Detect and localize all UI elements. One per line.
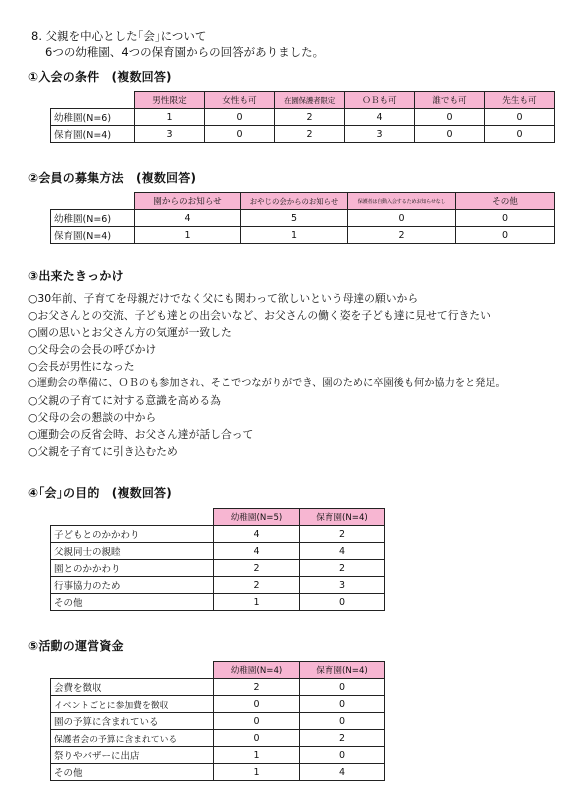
- table-row: [51, 543, 385, 560]
- value-cell: 0: [205, 109, 275, 126]
- value-cell: 3: [135, 126, 205, 143]
- row-label: 幼稚園(N=6): [51, 210, 135, 227]
- row-label: その他: [51, 764, 214, 781]
- list-item: ○お父さんとの交流、子ども達との出会いなど、お父さんの働く姿を子ども達に見せて行きたい: [28, 309, 491, 322]
- table-row: [51, 210, 555, 227]
- header-blank-cell: [51, 509, 214, 526]
- table-row: [51, 679, 385, 696]
- table-header-row: [51, 509, 385, 526]
- header-cell: 保育園(N=4): [300, 662, 385, 679]
- header-cell: 女性も可: [205, 92, 275, 109]
- intro-heading: 8. 父親を中心とした｢会｣について: [31, 29, 207, 43]
- header-cell: おやじの会からのお知らせ: [241, 193, 348, 210]
- header-blank-cell: [51, 662, 214, 679]
- header-cell: 誰でも可: [415, 92, 485, 109]
- membership-conditions-table: [50, 91, 555, 143]
- intro-summary: 6つの幼稚園、4つの保育園からの回答がありました。: [45, 45, 325, 59]
- header-blank-cell: [51, 92, 135, 109]
- value-cell: 0: [485, 126, 555, 143]
- value-cell: 5: [241, 210, 348, 227]
- header-cell: 園からのお知らせ: [135, 193, 241, 210]
- value-cell: 1: [214, 594, 300, 611]
- value-cell: 3: [345, 126, 415, 143]
- value-cell: 4: [300, 764, 385, 781]
- value-cell: 1: [135, 227, 241, 244]
- table-row: [51, 227, 555, 244]
- section-1-title: ①入会の条件 (複数回答): [28, 70, 172, 84]
- list-item: ○父母会の会長の呼びかけ: [28, 343, 157, 356]
- section-3-title: ③出来たきっかけ: [28, 269, 124, 283]
- value-cell: 0: [456, 210, 555, 227]
- row-label: 保育園(N=4): [51, 227, 135, 244]
- value-cell: 3: [300, 577, 385, 594]
- value-cell: 0: [214, 713, 300, 730]
- value-cell: 2: [214, 679, 300, 696]
- list-item: ○父親の子育てに対する意識を高める為: [28, 394, 221, 407]
- value-cell: 4: [214, 526, 300, 543]
- section-5-title: ⑤活動の運営資金: [28, 639, 124, 653]
- recruitment-method-table: [50, 192, 555, 244]
- header-cell: ＯＢも可: [345, 92, 415, 109]
- list-item: ○運動会の準備に、ＯＢのも参加され、そこでつながりができ、園のために卒園後も何か協力をと発足。: [28, 378, 506, 389]
- value-cell: 1: [214, 764, 300, 781]
- header-cell: 在園保護者限定: [275, 92, 345, 109]
- table-row: [51, 109, 555, 126]
- table-row: [51, 126, 555, 143]
- row-label: 園とのかかわり: [51, 560, 214, 577]
- table-row: [51, 577, 385, 594]
- row-label: 祭りやバザーに出店: [51, 747, 214, 764]
- table-row: [51, 747, 385, 764]
- table-row: [51, 730, 385, 747]
- value-cell: 0: [415, 126, 485, 143]
- list-item: ○30年前、子育てを母親だけでなく父にも関わって欲しいという母達の願いから: [28, 292, 419, 305]
- value-cell: 0: [205, 126, 275, 143]
- value-cell: 2: [348, 227, 456, 244]
- value-cell: 0: [348, 210, 456, 227]
- table-row: [51, 696, 385, 713]
- purpose-table: [50, 508, 385, 611]
- value-cell: 2: [275, 109, 345, 126]
- list-item: ○父母の会の懇談の中から: [28, 411, 157, 424]
- value-cell: 0: [300, 747, 385, 764]
- table-header-row: [51, 662, 385, 679]
- list-item: ○会長が男性になった: [28, 360, 135, 373]
- table-row: [51, 526, 385, 543]
- row-label: 幼稚園(N=6): [51, 109, 135, 126]
- value-cell: 2: [214, 577, 300, 594]
- value-cell: 0: [456, 227, 555, 244]
- row-label: 父親同士の親睦: [51, 543, 214, 560]
- section-4-title: ④｢会｣の目的 (複数回答): [28, 486, 172, 500]
- row-label: 子どもとのかかわり: [51, 526, 214, 543]
- value-cell: 4: [214, 543, 300, 560]
- value-cell: 0: [415, 109, 485, 126]
- intro: [31, 28, 324, 60]
- value-cell: 0: [300, 679, 385, 696]
- header-cell: 保護者は自動入会するためお知らせなし: [348, 193, 456, 210]
- value-cell: 2: [214, 560, 300, 577]
- list-item: ○運動会の反省会時、お父さん達が話し合って: [28, 428, 254, 441]
- value-cell: 0: [485, 109, 555, 126]
- value-cell: 0: [300, 696, 385, 713]
- header-cell: 幼稚園(N=4): [214, 662, 300, 679]
- header-cell: その他: [456, 193, 555, 210]
- row-label: イベントごとに参加費を徴収: [51, 696, 214, 713]
- value-cell: 1: [135, 109, 205, 126]
- value-cell: 0: [214, 730, 300, 747]
- row-label: 行事協力のため: [51, 577, 214, 594]
- header-blank-cell: [51, 193, 135, 210]
- row-label: 保護者会の予算に含まれている: [51, 730, 214, 747]
- origin-list: [28, 290, 506, 460]
- table-row: [51, 713, 385, 730]
- table-row: [51, 560, 385, 577]
- table-row: [51, 764, 385, 781]
- value-cell: 4: [345, 109, 415, 126]
- row-label: 園の予算に含まれている: [51, 713, 214, 730]
- row-label: その他: [51, 594, 214, 611]
- table-header-row: [51, 193, 555, 210]
- table-header-row: [51, 92, 555, 109]
- value-cell: 2: [275, 126, 345, 143]
- header-cell: 先生も可: [485, 92, 555, 109]
- value-cell: 2: [300, 730, 385, 747]
- table-row: [51, 594, 385, 611]
- value-cell: 4: [300, 543, 385, 560]
- section-2-title: ②会員の募集方法 (複数回答): [28, 171, 197, 185]
- value-cell: 1: [241, 227, 348, 244]
- funding-table: [50, 661, 385, 781]
- header-cell: 保育園(N=4): [300, 509, 385, 526]
- value-cell: 0: [214, 696, 300, 713]
- value-cell: 4: [135, 210, 241, 227]
- value-cell: 0: [300, 594, 385, 611]
- list-item: ○父親を子育てに引き込むため: [28, 445, 178, 458]
- value-cell: 0: [300, 713, 385, 730]
- header-cell: 男性限定: [135, 92, 205, 109]
- row-label: 会費を徴収: [51, 679, 214, 696]
- header-cell: 幼稚園(N=5): [214, 509, 300, 526]
- value-cell: 2: [300, 526, 385, 543]
- row-label: 保育園(N=4): [51, 126, 135, 143]
- list-item: ○園の思いとお父さん方の気運が一致した: [28, 326, 232, 339]
- value-cell: 2: [300, 560, 385, 577]
- value-cell: 1: [214, 747, 300, 764]
